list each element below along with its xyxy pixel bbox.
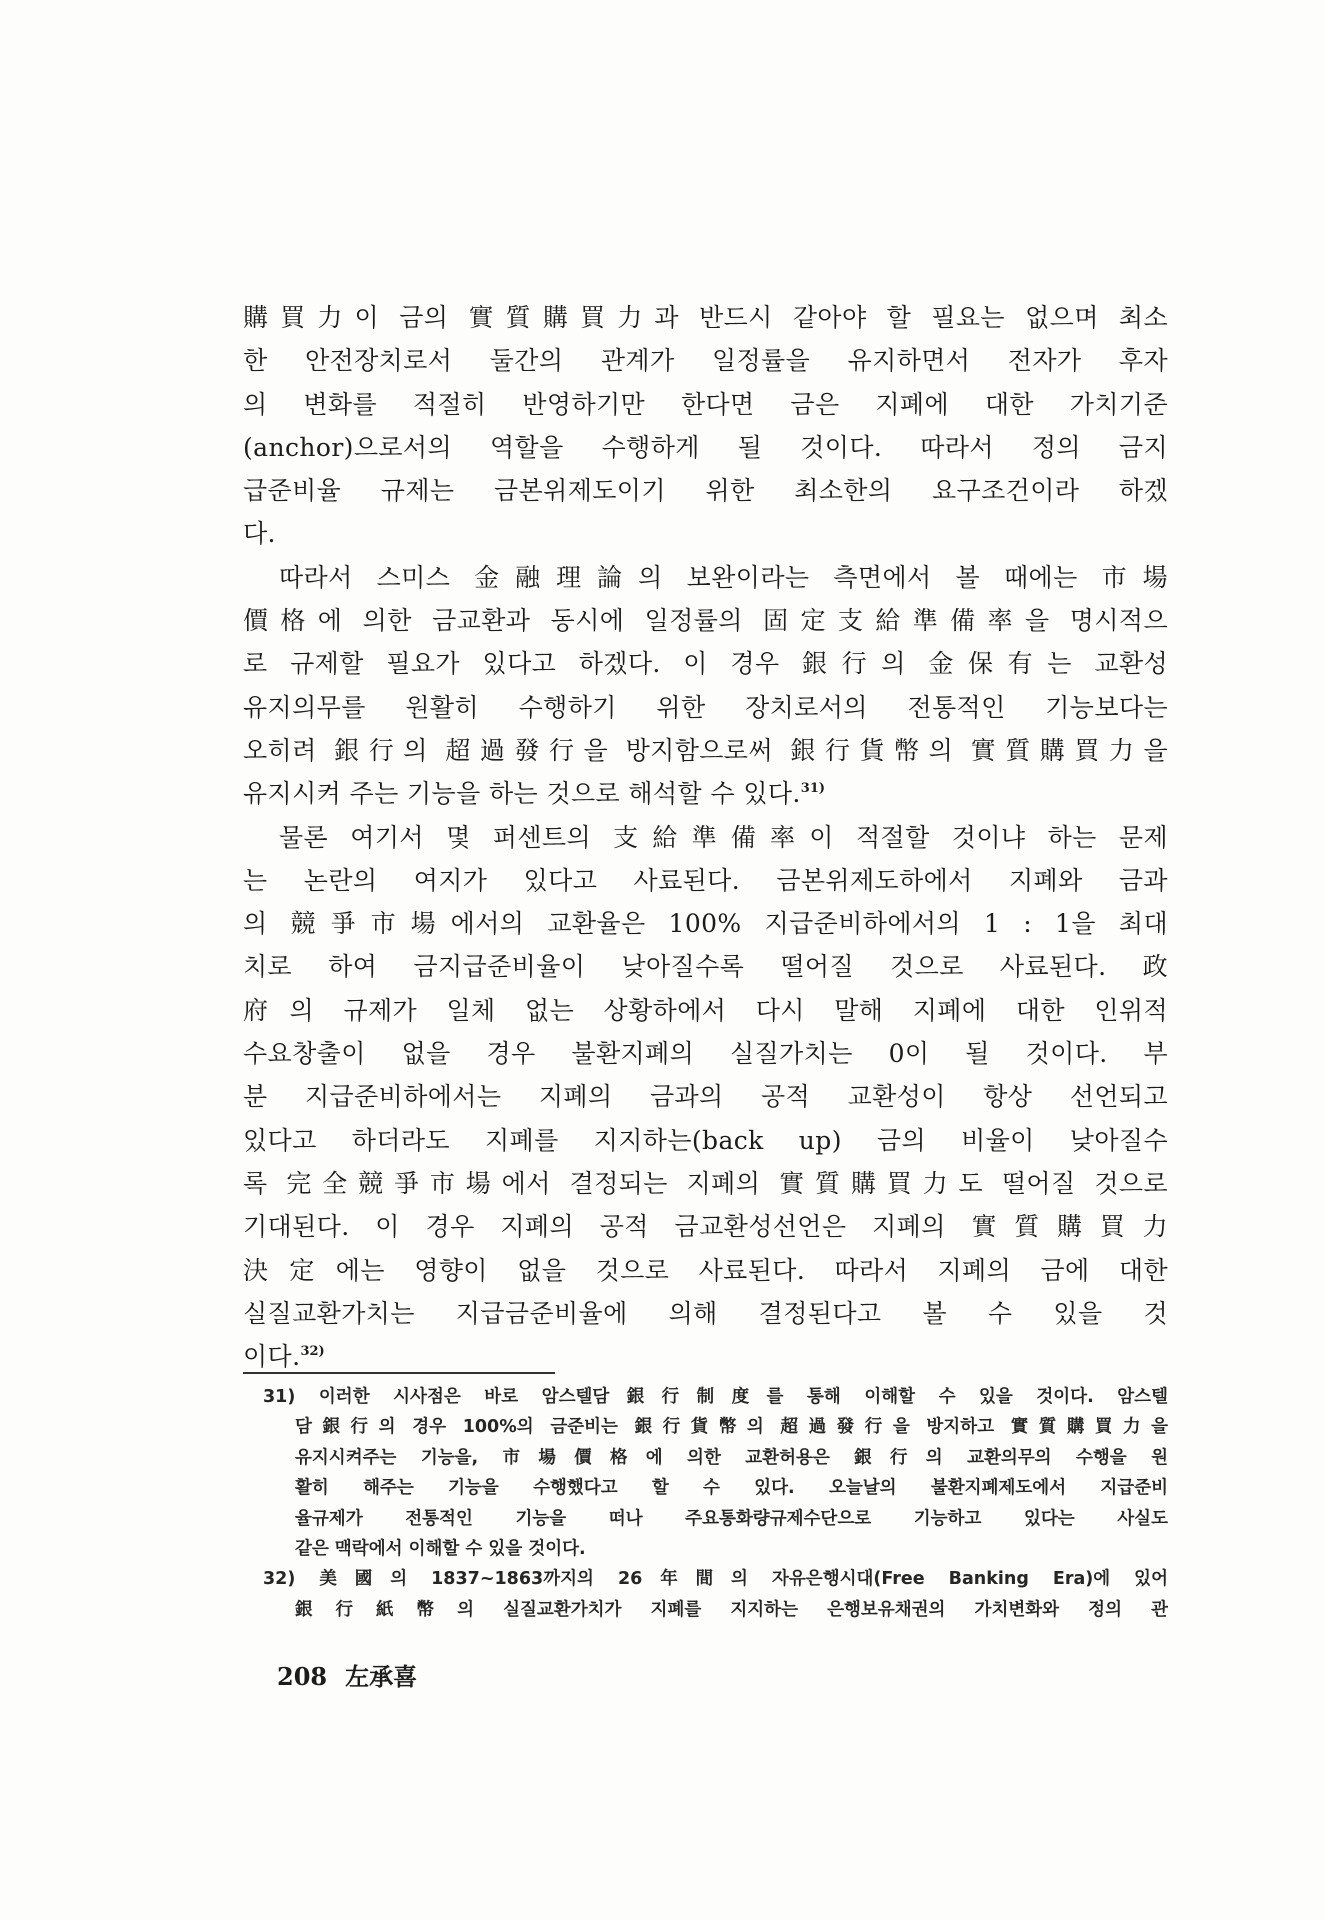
footnote-line: 유지시켜주는 기능을, 市場價格에 의한 교환허용은 銀行의 교환의무의 수행을 원 bbox=[295, 1447, 1168, 1468]
footnote-divider bbox=[243, 1372, 555, 1374]
body-line: 기대된다. 이 경우 지폐의 공적 금교환성선언은 지폐의 實質購買力 bbox=[243, 1212, 1168, 1242]
body-line: 수요창출이 없을 경우 불환지폐의 실질가치는 0이 될 것이다. 부 bbox=[243, 1039, 1168, 1069]
footnote-ref-32: 32) bbox=[300, 1344, 325, 1360]
body-line: 실질교환가치는 지급금준비율에 의해 결정된다고 볼 수 있을 것 bbox=[243, 1298, 1168, 1328]
footnote-line: 銀行紙幣의 실질교환가치가 지폐를 지지하는 은행보유채권의 가치변화와 정의 관 bbox=[295, 1599, 1168, 1620]
footnote-line: 같은 맥락에서 이해할 수 있을 것이다. bbox=[295, 1538, 586, 1559]
footnote-line: 율규제가 전통적인 기능을 떠나 주요통화량규제수단으로 기능하고 있다는 사실도 bbox=[295, 1508, 1168, 1529]
body-line: (anchor)으로서의 역할을 수행하게 될 것이다. 따라서 정의 금지 bbox=[243, 432, 1168, 462]
footnote-ref-31: 31) bbox=[800, 781, 826, 797]
footnote-line: 활히 해주는 기능을 수행했다고 할 수 있다. 오늘날의 불환지폐제도에서 지급준비 bbox=[295, 1478, 1168, 1499]
body-line: 따라서 스미스 金融理論의 보완이라는 측면에서 볼 때에는 市場 bbox=[279, 562, 1168, 592]
body-line: 로 규제할 필요가 있다고 하겠다. 이 경우 銀行의 金保有는 교환성 bbox=[243, 649, 1168, 679]
body-line: 치로 하여 금지급준비율이 낮아질수록 떨어질 것으로 사료된다. 政 bbox=[243, 952, 1168, 982]
body-line: 물론 여기서 몇 퍼센트의 支給準備率이 적절할 것이냐 하는 문제 bbox=[279, 822, 1168, 852]
footnotes bbox=[263, 1382, 1168, 1625]
footnote-line: 32) 美國의 1837~1863까지의 26年間의 자유은행시대(Free Banking Era)에 있어 bbox=[263, 1569, 1168, 1590]
page-number: 208 bbox=[277, 1662, 328, 1691]
footnote-line: 담銀行의 경우 100%의 금준비는 銀行貨幣의 超過發行을 방지하고 實質購買力을 bbox=[295, 1417, 1168, 1438]
body-line: 록 完全競爭市場에서 결정되는 지폐의 實質購買力도 떨어질 것으로 bbox=[243, 1168, 1168, 1198]
page-footer bbox=[277, 1657, 417, 1692]
body-line: 의 변화를 적절히 반영하기만 한다면 금은 지폐에 대한 가치기준 bbox=[243, 389, 1168, 419]
body-line: 한 안전장치로서 둘간의 관계가 일정률을 유지하면서 전자가 후자 bbox=[243, 346, 1168, 376]
body-line: 다. bbox=[243, 519, 276, 549]
body-line: 의 競爭市場에서의 교환율은 100% 지급준비하에서의 1 : 1을 최대 bbox=[243, 909, 1168, 939]
body-line: 이다. bbox=[243, 1342, 301, 1372]
body-line: 決定에는 영향이 없을 것으로 사료된다. 따라서 지폐의 금에 대한 bbox=[243, 1255, 1168, 1285]
body-line: 급준비율 규제는 금본위제도이기 위한 최소한의 요구조건이라 하겠 bbox=[243, 476, 1168, 506]
body-line: 購買力이 금의 實質購買力과 반드시 같아야 할 필요는 없으며 최소 bbox=[243, 303, 1168, 332]
body-text bbox=[243, 296, 1168, 1378]
body-line: 유지시켜 주는 기능을 하는 것으로 해석할 수 있다. bbox=[243, 779, 801, 809]
body-line: 는 논란의 여지가 있다고 사료된다. 금본위제도하에서 지폐와 금과 bbox=[243, 865, 1168, 895]
body-line-with-ref bbox=[243, 772, 1168, 815]
body-line: 분 지급준비하에서는 지폐의 금과의 공적 교환성이 항상 선언되고 bbox=[243, 1082, 1168, 1112]
author-name: 左承喜 bbox=[345, 1662, 418, 1691]
body-line: 오히려 銀行의 超過發行을 방지함으로써 銀行貨幣의 實質購買力을 bbox=[243, 735, 1168, 765]
body-line: 유지의무를 원활히 수행하기 위한 장치로서의 전통적인 기능보다는 bbox=[243, 692, 1168, 722]
body-line: 있다고 하더라도 지폐를 지지하는(back up) 금의 비율이 낮아질수 bbox=[243, 1125, 1168, 1155]
body-line: 府의 규제가 일체 없는 상황하에서 다시 말해 지폐에 대한 인위적 bbox=[243, 995, 1168, 1025]
body-line: 價格에 의한 금교환과 동시에 일정률의 固定支給準備率을 명시적으 bbox=[243, 606, 1168, 636]
footnote-line: 31) 이러한 시사점은 바로 암스텔담銀行制度를 통해 이해할 수 있을 것이다. 암스텔 bbox=[263, 1387, 1168, 1407]
